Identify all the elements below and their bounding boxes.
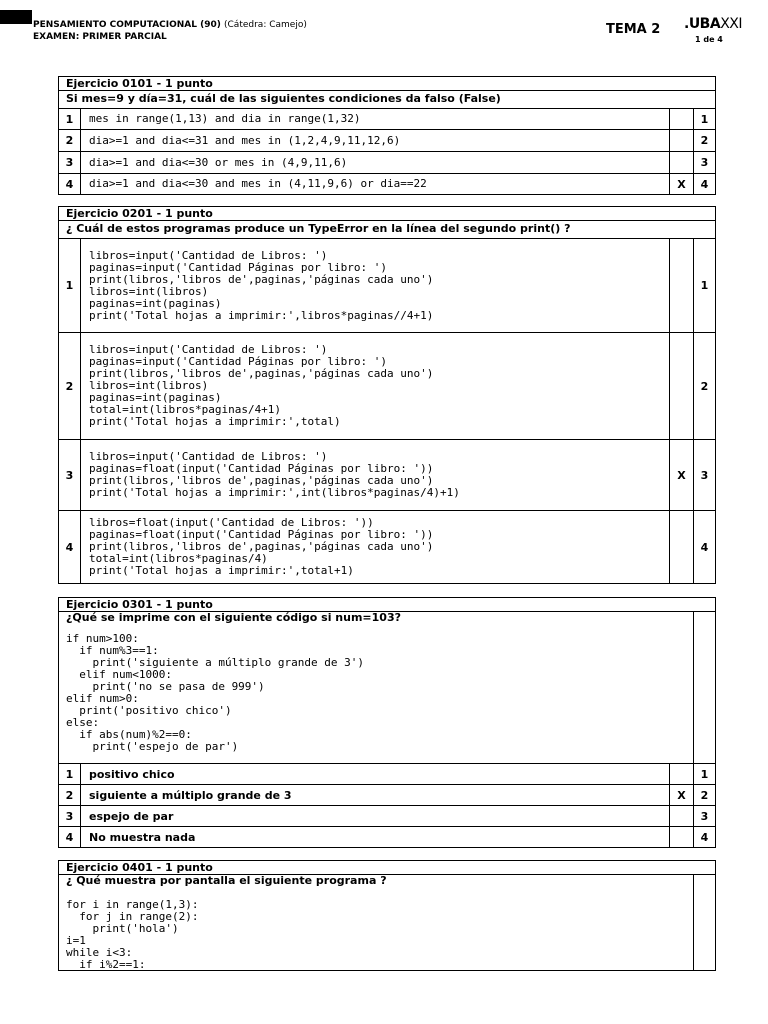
answer-mark [670, 511, 694, 583]
option-value [694, 130, 715, 151]
answer-mark [670, 109, 694, 129]
option-text [81, 174, 670, 194]
option-text [81, 827, 670, 847]
option-text [81, 511, 670, 583]
answer-mark-text: X [677, 468, 686, 482]
option-value [694, 109, 715, 129]
course-chair: (Cátedra: Camejo) [224, 20, 307, 30]
option-number-text: 3 [65, 156, 74, 169]
option-value-text: 3 [700, 809, 709, 823]
option-text [81, 152, 670, 173]
option-number-text: 2 [65, 788, 74, 802]
option-value-text: 2 [700, 134, 709, 147]
option-value [694, 440, 715, 510]
option-text [81, 109, 670, 129]
option-value [694, 806, 715, 826]
option-number [59, 109, 81, 129]
uba-logo [684, 16, 742, 32]
option-text-text: libros=input('Cantidad de Libros: ') paginas=float(input('Cantidad Páginas por libro: ')) print(libros,'libros de',paginas,'páginas cada uno') print('Total hojas a imprimir:',int(libros*paginas/4)+1) [89, 450, 460, 499]
option-number-text: 1 [65, 767, 74, 781]
option-number [59, 440, 81, 510]
page-counter: 1 de 4 [695, 35, 723, 44]
answer-option-row [59, 239, 715, 333]
option-text-text: libros=float(input('Cantidad de Libros: ')) paginas=float(input('Cantidad Páginas por libro: ')) print(libros,'libros de',paginas,'páginas cada uno') total=int(libros*paginas/4) print('Total hojas a imprimir:',total+1) [89, 516, 434, 577]
option-number [59, 130, 81, 151]
option-text-text: mes in range(1,13) and dia in range(1,32) [89, 112, 361, 125]
option-value [694, 764, 715, 784]
answer-mark [670, 333, 694, 439]
option-text-text: No muestra nada [89, 830, 196, 844]
option-number-text: 1 [65, 279, 74, 292]
option-value-text: 1 [700, 767, 709, 781]
option-text-text: dia>=1 and dia<=30 and mes in (4,11,9,6) or dia==22 [89, 177, 427, 190]
option-value-text: 3 [700, 468, 709, 482]
option-text [81, 785, 670, 805]
answer-option-row [59, 333, 715, 440]
option-value-text: 1 [700, 279, 709, 292]
uba-logo-xxi: XXI [720, 16, 743, 32]
option-value [694, 239, 715, 332]
option-value-text: 1 [700, 112, 709, 126]
answer-mark [670, 130, 694, 151]
option-number-text: 2 [65, 134, 74, 147]
option-number [59, 764, 81, 784]
exam-header [33, 19, 307, 43]
option-value-text: 4 [700, 540, 709, 554]
option-number-text: 3 [65, 468, 74, 482]
tema-label: TEMA 2 [606, 22, 661, 37]
course-name: PENSAMIENTO COMPUTACIONAL (90) [33, 20, 221, 30]
option-value [694, 152, 715, 173]
option-text [81, 764, 670, 784]
option-value-text: 4 [700, 830, 709, 844]
answer-mark [670, 806, 694, 826]
option-number-text: 1 [65, 112, 74, 126]
answer-option-row [59, 130, 715, 152]
option-number [59, 333, 81, 439]
exercise-code: if num>100: if num%3==1: print('siguiente a múltiplo grande de 3') elif num<1000: print('no se pasa de 999') elif num>0: print('positivo chico') else: if abs(num)%2==0: print('espejo de par') [66, 632, 365, 753]
answer-option-row [59, 511, 715, 583]
option-value-text: 2 [700, 379, 709, 393]
option-value-text: 3 [700, 156, 709, 169]
option-number [59, 785, 81, 805]
answer-option-row [59, 827, 715, 847]
exercise-0401 [58, 860, 716, 971]
answer-mark-text: X [677, 177, 686, 191]
answer-mark [670, 239, 694, 332]
option-number [59, 174, 81, 194]
answer-option-row [59, 764, 715, 785]
answer-mark [670, 440, 694, 510]
option-number [59, 511, 81, 583]
option-text [81, 806, 670, 826]
option-text-text: dia>=1 and dia<=31 and mes in (1,2,4,9,11,12,6) [89, 133, 401, 147]
option-text [81, 440, 670, 510]
option-text [81, 130, 670, 151]
header-black-tab [0, 10, 32, 24]
option-value [694, 827, 715, 847]
exercise-question: Si mes=9 y día=31, cuál de las siguientes condiciones da falso (False) [59, 91, 715, 109]
option-text-text: espejo de par [89, 809, 174, 823]
option-number [59, 806, 81, 826]
exercise-title: Ejercicio 0301 - 1 punto [59, 598, 715, 612]
option-number [59, 827, 81, 847]
uba-logo-text: .UBA [684, 16, 721, 32]
exercise-question: ¿ Qué muestra por pantalla el siguiente programa ? [66, 874, 387, 887]
option-number-text: 4 [65, 540, 74, 554]
option-value-text: 4 [700, 177, 709, 191]
option-number-text: 4 [65, 830, 74, 844]
answer-option-row [59, 109, 715, 130]
answer-option-row [59, 440, 715, 511]
option-text-text: dia>=1 and dia<=30 or mes in (4,9,11,6) [89, 155, 348, 169]
option-value [694, 511, 715, 583]
option-text-text: libros=input('Cantidad de Libros: ') paginas=input('Cantidad Páginas por libro: ') print(libros,'libros de',paginas,'páginas cada uno') libros=int(libros) paginas=int(paginas) print('Total hojas a imprimir:',libros*paginas//4+1) [89, 248, 434, 322]
option-number-text: 3 [65, 809, 74, 823]
option-number-text: 2 [65, 379, 74, 393]
answer-mark [670, 827, 694, 847]
answer-mark-text: X [677, 788, 686, 802]
option-text-text: positivo chico [89, 767, 175, 781]
option-text [81, 239, 670, 332]
answer-option-row [59, 174, 715, 194]
exercise-question: ¿Qué se imprime con el siguiente código si num=103? [66, 611, 401, 624]
answer-mark [670, 174, 694, 194]
option-number [59, 239, 81, 332]
exercise-question: ¿ Cuál de estos programas produce un TypeError en la línea del segundo print() ? [59, 221, 715, 239]
exercise-title: Ejercicio 0201 - 1 punto [59, 207, 715, 221]
option-text [81, 333, 670, 439]
answer-mark [670, 785, 694, 805]
option-number-text: 4 [65, 177, 74, 191]
option-value [694, 785, 715, 805]
exercise-title: Ejercicio 0101 - 1 punto [59, 77, 715, 91]
exercise-0201 [58, 206, 716, 584]
exercise-code-box [59, 612, 715, 764]
option-value [694, 333, 715, 439]
answer-option-row [59, 785, 715, 806]
exercise-code: for i in range(1,3): for j in range(2): print('hola') i=1 while i<3: if i%2==1: [66, 898, 199, 971]
exercise-0101 [58, 76, 716, 195]
answer-option-row [59, 152, 715, 174]
exercise-code-box [59, 875, 715, 971]
exercise-title: Ejercicio 0401 - 1 punto [59, 861, 715, 875]
answer-mark [670, 152, 694, 173]
answer-option-row [59, 806, 715, 827]
option-text-text: libros=input('Cantidad de Libros: ') paginas=input('Cantidad Páginas por libro: ') print(libros,'libros de',paginas,'páginas cada uno') libros=int(libros) paginas=int(paginas) total=int(libros*paginas/4+1) print('Total hojas a imprimir:',total) [89, 343, 434, 428]
option-text-text: siguiente a múltiplo grande de 3 [89, 788, 292, 802]
option-value-text: 2 [700, 788, 709, 802]
exam-name: EXAMEN: PRIMER PARCIAL [33, 32, 167, 42]
answer-mark [670, 764, 694, 784]
option-value [694, 174, 715, 194]
exercise-0301 [58, 597, 716, 848]
option-number [59, 152, 81, 173]
